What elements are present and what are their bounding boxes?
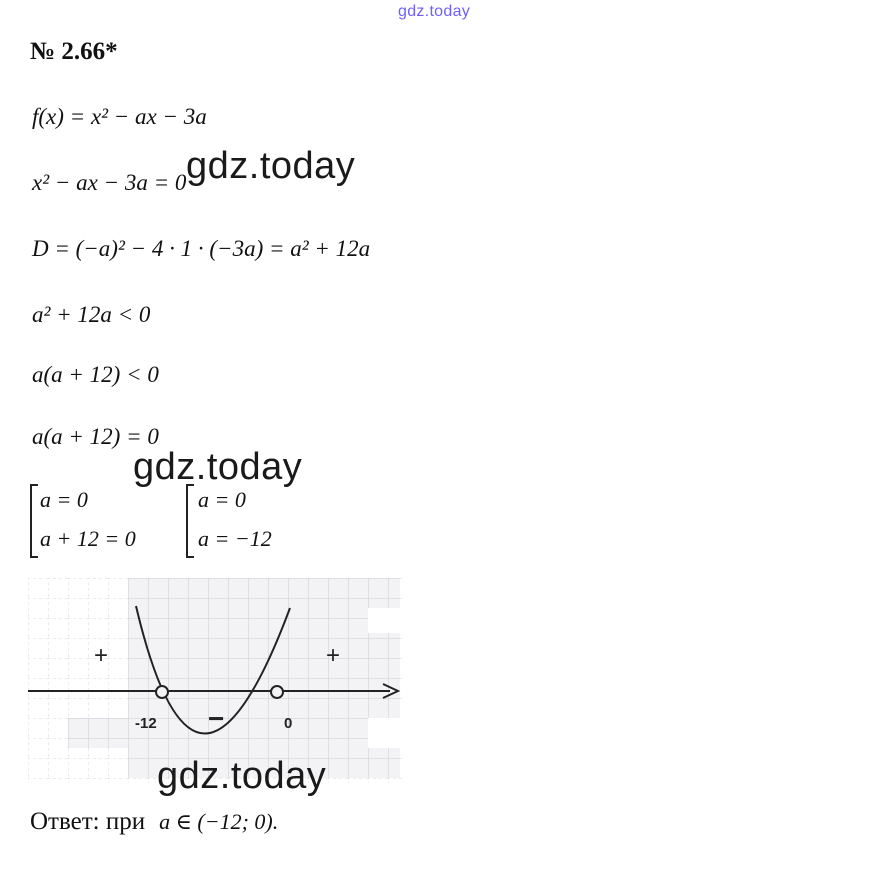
- right-system-line-2: a = −12: [198, 526, 272, 551]
- left-system-bracket: [30, 484, 38, 558]
- factored-inequality: a(a + 12) < 0: [32, 362, 159, 387]
- root-right-point: [271, 686, 283, 698]
- left-system-line-1: a = 0: [40, 487, 88, 512]
- function-definition: f(x) = x² − ax − 3a: [32, 104, 207, 129]
- sign-chart: [28, 578, 403, 783]
- plus-sign-right: +: [326, 642, 341, 669]
- right-system-bracket: [186, 484, 194, 558]
- problem-number: № 2.66*: [30, 38, 118, 65]
- grid-gap: [368, 718, 403, 748]
- root-label-right: 0: [284, 715, 293, 732]
- discriminant: D = (−a)² − 4 · 1 · (−3a) = a² + 12a: [32, 236, 371, 261]
- factored-equation: a(a + 12) = 0: [32, 424, 159, 449]
- watermark: gdz.today: [133, 446, 303, 488]
- answer-label: Ответ: при: [30, 808, 146, 835]
- grid-panel: [128, 578, 400, 778]
- watermark: gdz.today: [157, 755, 327, 797]
- left-system-line-2: a + 12 = 0: [40, 526, 136, 551]
- minus-sign-middle: −: [208, 703, 225, 734]
- watermark-top: gdz.today: [398, 3, 471, 20]
- equation: x² − ax − 3a = 0: [32, 170, 187, 195]
- grid-panel-small: [68, 718, 128, 748]
- answer-value: a ∈ (−12; 0).: [159, 809, 279, 834]
- answer: [30, 808, 278, 836]
- root-left-point: [156, 686, 168, 698]
- plus-sign-left: +: [94, 642, 109, 669]
- right-system-line-1: a = 0: [198, 487, 246, 512]
- grid-gap: [368, 608, 403, 633]
- watermark: gdz.today: [186, 145, 356, 187]
- root-label-left: -12: [135, 715, 157, 732]
- inequality: a² + 12a < 0: [32, 302, 151, 327]
